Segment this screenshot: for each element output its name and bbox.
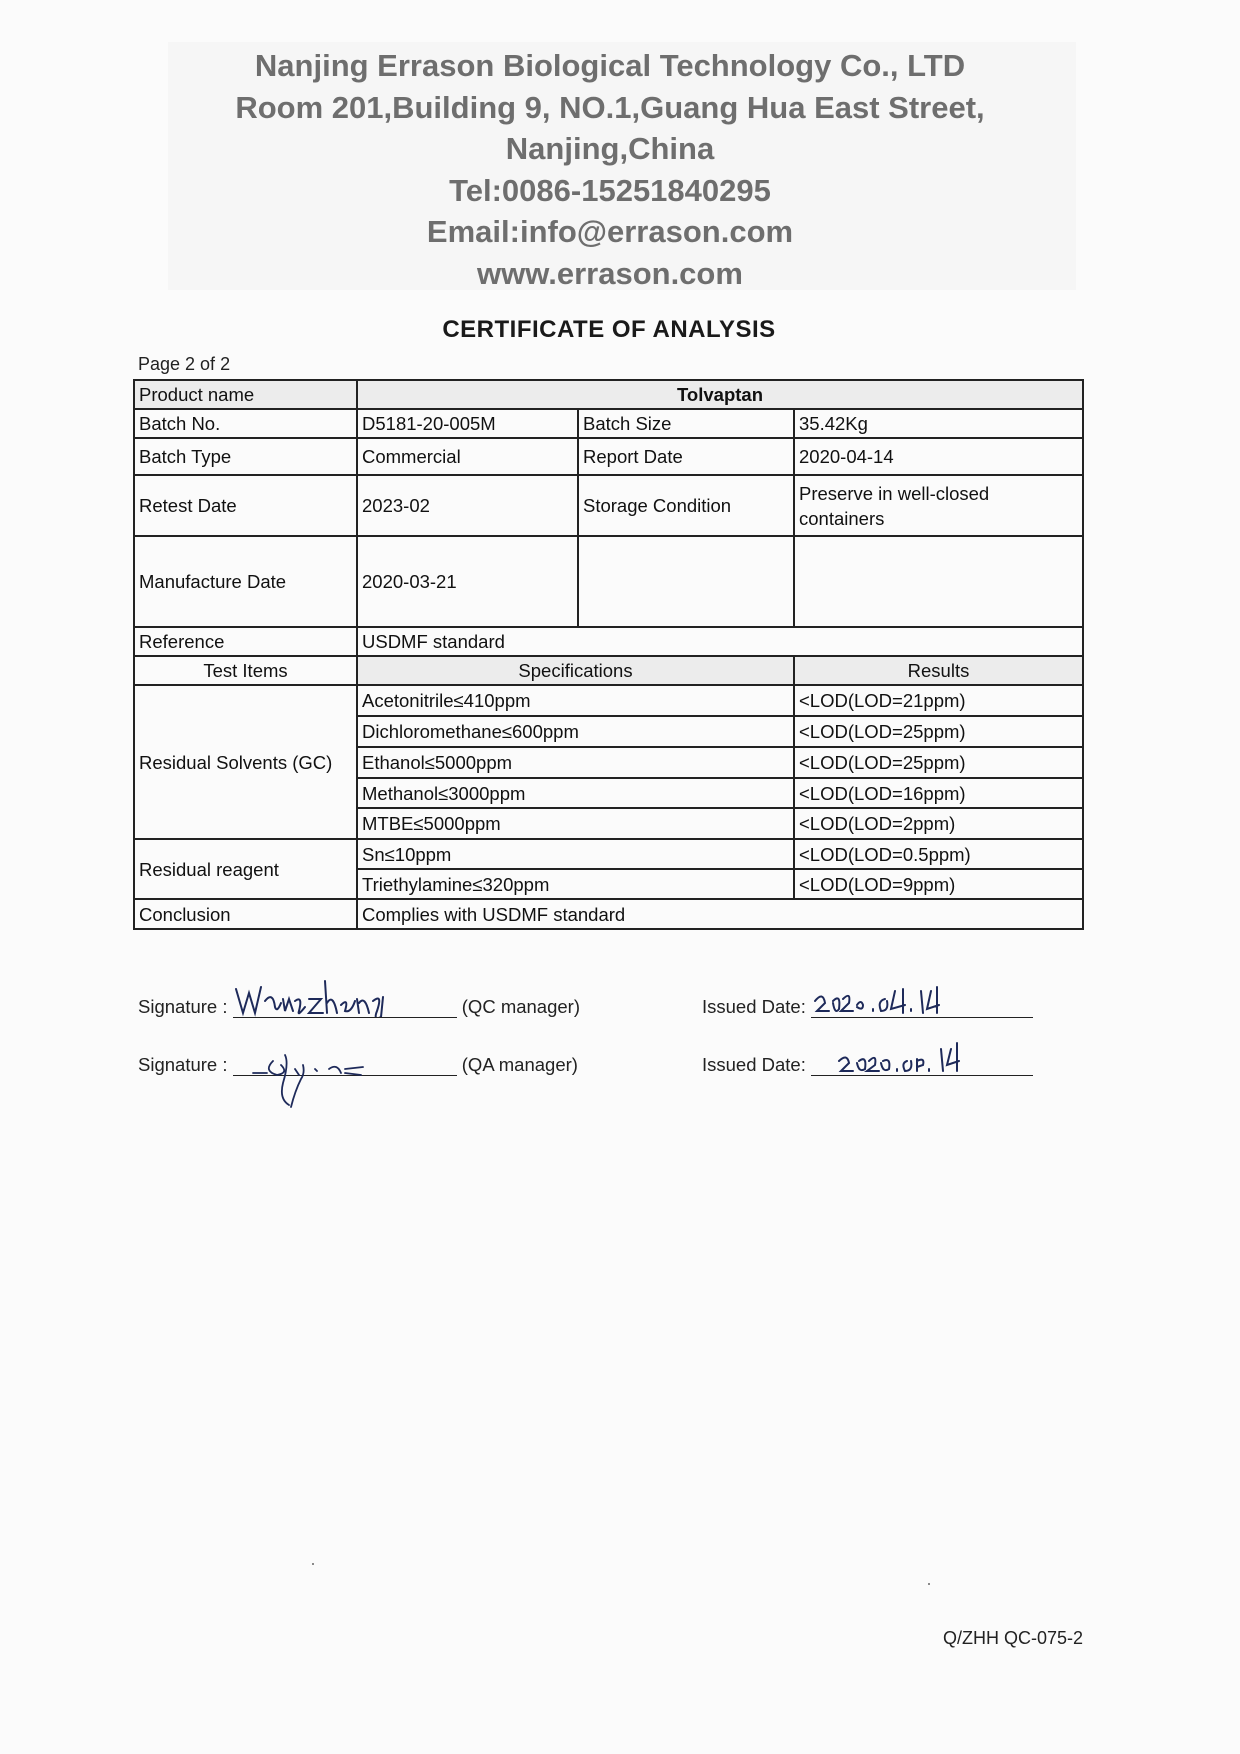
manufacture-date-value: 2020-03-21	[357, 536, 578, 627]
company-website: www.errason.com	[477, 255, 743, 291]
qc-issued-date-line	[811, 990, 1033, 1018]
qc-signature-row	[138, 990, 580, 1018]
qa-role: (QA manager)	[461, 1054, 578, 1075]
qa-handwritten-date	[811, 1039, 1033, 1075]
document-title: CERTIFICATE OF ANALYSIS	[442, 316, 776, 343]
table-row	[134, 685, 1083, 716]
issued-date-label: Issued Date:	[702, 996, 806, 1017]
company-email: Email:info@errason.com	[426, 214, 794, 249]
qa-handwritten-signature	[233, 1043, 457, 1113]
spec-cell: Ethanol≤5000ppm	[357, 747, 794, 778]
batch-size-label: Batch Size	[578, 409, 794, 438]
report-date-label: Report Date	[578, 438, 794, 475]
result-cell: <LOD(LOD=25ppm)	[794, 716, 1083, 747]
qc-handwritten-date	[811, 981, 1033, 1017]
retest-date-label: Retest Date	[134, 475, 357, 536]
spec-cell: Methanol≤3000ppm	[357, 778, 794, 808]
col-header-test-items: Test Items	[134, 656, 357, 685]
spec-cell: Acetonitrile≤410ppm	[357, 685, 794, 716]
table-row	[134, 536, 1083, 627]
reference-label: Reference	[134, 627, 357, 656]
company-name: Nanjing Errason Biological Technology Co., LTD	[254, 48, 966, 83]
spec-cell: MTBE≤5000ppm	[357, 808, 794, 839]
storage-condition-value: Preserve in well-closed containers	[794, 475, 1083, 536]
table-header-row	[134, 656, 1083, 685]
test-group-residual-solvents: Residual Solvents (GC)	[134, 685, 357, 839]
page-number: Page 2 of 2	[138, 354, 231, 374]
result-cell: <LOD(LOD=2ppm)	[794, 808, 1083, 839]
conclusion-label: Conclusion	[134, 899, 357, 929]
test-group-residual-reagent: Residual reagent	[134, 839, 357, 899]
table-row	[134, 839, 1083, 869]
empty-cell	[578, 536, 794, 627]
spec-cell: Triethylamine≤320ppm	[357, 869, 794, 899]
report-date-value: 2020-04-14	[794, 438, 1083, 475]
spec-cell: Sn≤10ppm	[357, 839, 794, 869]
company-tel: Tel:0086-15251840295	[449, 172, 771, 208]
qc-signature-line	[233, 990, 457, 1018]
result-cell: <LOD(LOD=0.5ppm)	[794, 839, 1083, 869]
table-row	[134, 899, 1083, 929]
storage-condition-label: Storage Condition	[578, 475, 794, 536]
analysis-table	[133, 379, 1084, 930]
result-cell: <LOD(LOD=9ppm)	[794, 869, 1083, 899]
qc-role: (QC manager)	[461, 996, 580, 1017]
document-code: Q/ZHH QC-075-2	[943, 1628, 1084, 1648]
qc-handwritten-signature	[233, 977, 457, 1017]
qa-signature-line	[233, 1048, 457, 1076]
qa-issued-date-line	[811, 1048, 1033, 1076]
col-header-specifications: Specifications	[357, 656, 794, 685]
batch-type-value: Commercial	[357, 438, 578, 475]
reference-value: USDMF standard	[357, 627, 1083, 656]
batch-type-label: Batch Type	[134, 438, 357, 475]
qa-issued-date-row	[702, 1048, 1033, 1076]
batch-no-value: D5181-20-005M	[357, 409, 578, 438]
batch-size-value: 35.42Kg	[794, 409, 1083, 438]
col-header-results: Results	[794, 656, 1083, 685]
empty-cell	[794, 536, 1083, 627]
signature-label: Signature :	[138, 1054, 228, 1075]
company-address-line2: Nanjing,China	[505, 131, 715, 166]
retest-date-value: 2023-02	[357, 475, 578, 536]
result-cell: <LOD(LOD=16ppm)	[794, 778, 1083, 808]
issued-date-label: Issued Date:	[702, 1054, 806, 1075]
table-row	[134, 627, 1083, 656]
company-header	[0, 45, 1220, 294]
table-row	[134, 409, 1083, 438]
table-row	[134, 380, 1083, 409]
scan-speck	[312, 1563, 314, 1565]
result-cell: <LOD(LOD=25ppm)	[794, 747, 1083, 778]
conclusion-value: Complies with USDMF standard	[357, 899, 1083, 929]
signature-label: Signature :	[138, 996, 228, 1017]
batch-no-label: Batch No.	[134, 409, 357, 438]
scan-speck	[928, 1583, 930, 1585]
qa-signature-row	[138, 1048, 578, 1076]
product-name-value: Tolvaptan	[357, 380, 1083, 409]
table-row	[134, 475, 1083, 536]
qc-issued-date-row	[702, 990, 1033, 1018]
product-name-label: Product name	[134, 380, 357, 409]
table-row	[134, 438, 1083, 475]
result-cell: <LOD(LOD=21ppm)	[794, 685, 1083, 716]
manufacture-date-label: Manufacture Date	[134, 536, 357, 627]
company-address-line1: Room 201,Building 9, NO.1,Guang Hua East Street,	[235, 89, 985, 125]
spec-cell: Dichloromethane≤600ppm	[357, 716, 794, 747]
